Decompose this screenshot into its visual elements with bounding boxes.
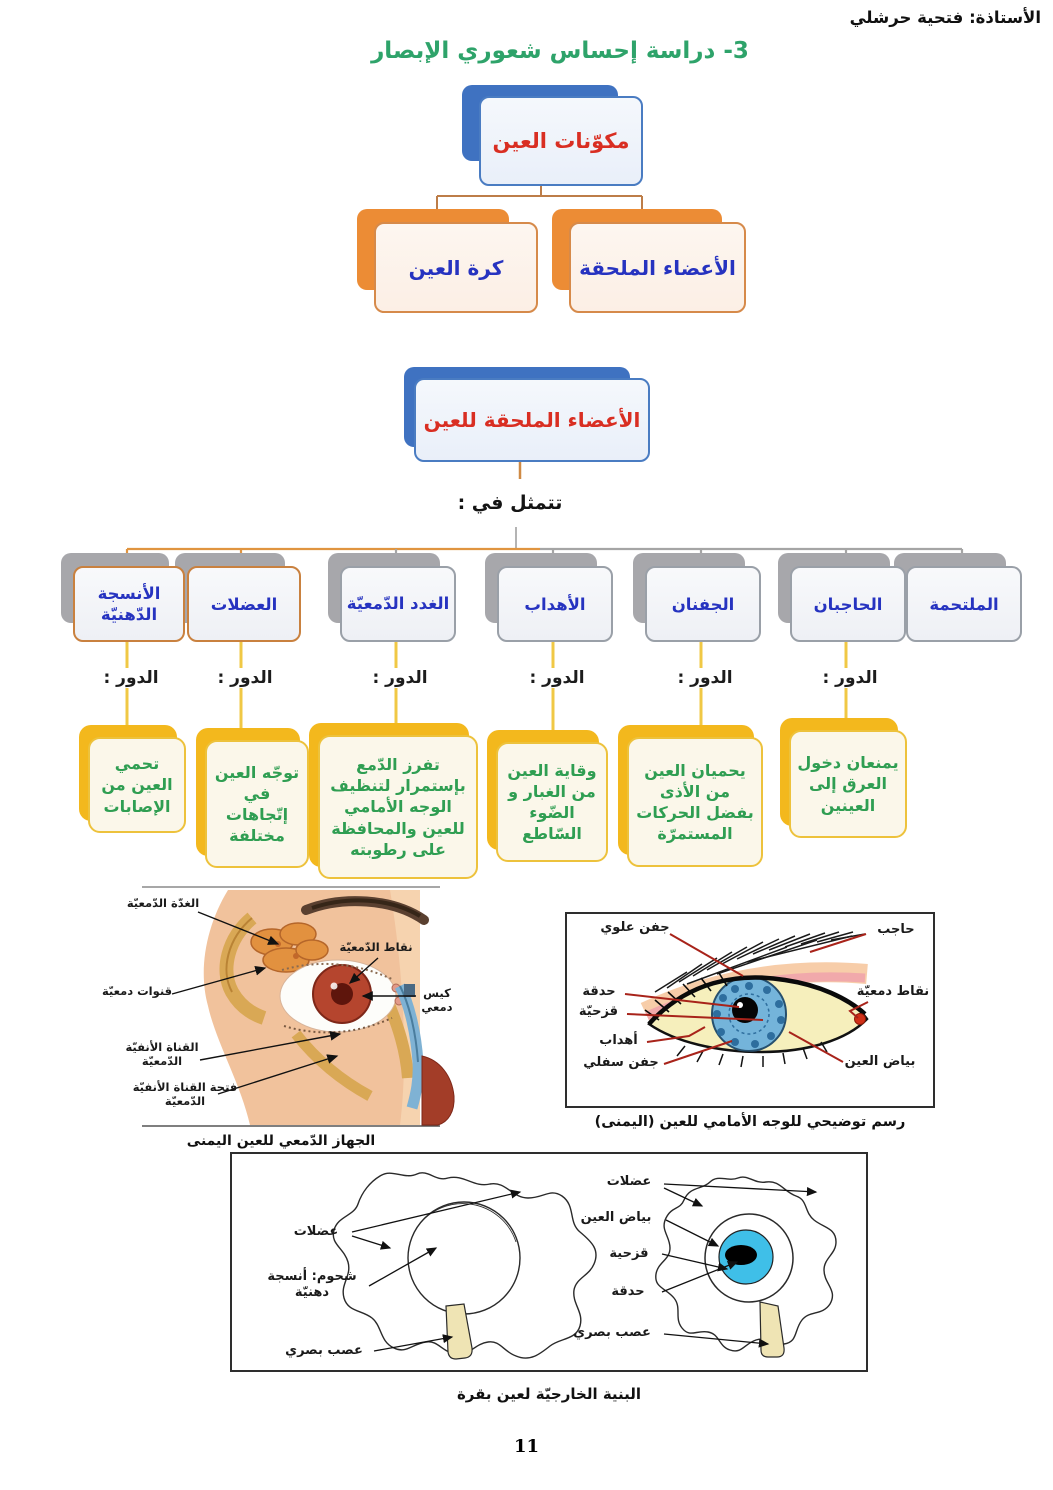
page-number: 11 [513,1436,540,1457]
caption-lacrimal: الجهاز الدّمعي للعين اليمنى [186,1133,376,1149]
label-tear-points: نقاط دمعيّة [856,984,930,999]
figure-front-eye [565,912,935,1108]
role-fatty-tissues: تحمي العين من الإصابات [88,737,186,833]
label-pupil-right: حدقة [611,1284,645,1299]
node-attached-organs-section: الأعضاء الملحقة للعين [414,378,650,462]
leaf-eyelashes: الأهداب [497,566,613,642]
label-lacrimal-gland: الغدّة الدّمعيّة [126,896,200,910]
label-lacrimal-sac: كيس دمعي [421,986,453,1015]
role-label: الدور : [204,668,286,688]
role-label: الدور : [809,668,891,688]
label-lower-eyelid: جفن سفلي [583,1055,659,1070]
leaf-fatty-tissues: الأنسجة الدّهنيّة [73,566,185,642]
role-eyelashes: وقاية العين من الغبار و الضّوء السّاطع [496,742,608,862]
figure-cow-eye [230,1152,868,1372]
label-fat-tissues: شحوم: أنسجة دهنيّة [267,1269,357,1301]
teacher-name: الأستاذة: فتحية حرشلي [849,8,1041,27]
label-iris-right: قزحية [609,1246,649,1261]
label-lacrimal-points: نقاط الدّمعيّة [339,940,413,954]
label-optic-nerve-left: عصب بصري [285,1343,363,1358]
label-tear-canals: قنوات دمعيّة [101,984,173,998]
role-label: الدور : [516,668,598,688]
label-optic-nerve-right: عصب بصري [573,1325,651,1340]
intro-text: تتمثل في : [457,492,563,514]
page-title: 3- دراسة إحساس شعوري الإبصار [371,38,749,64]
leaf-eyebrows: الحاجبان [790,566,906,642]
label-muscles-left: عضلات [293,1224,339,1239]
label-nasolacrimal-duct: القناة الأنفيّة الدّمعيّة [125,1040,199,1069]
node-eyeball: كرة العين [374,222,538,313]
leaf-eyelids: الجفنان [645,566,761,642]
role-label: الدور : [90,668,172,688]
label-upper-eyelid: جفن علوي [600,920,670,935]
caption-front-eye: رسم توضيحي للوجه الأمامي للعين (اليمنى) [594,1114,906,1130]
label-duct-opening: فتحة القناة الأنفيّة الدّمعيّة [132,1080,238,1109]
label-iris: قزحيّة [578,1004,619,1019]
leaf-muscles: العضلات [187,566,301,642]
cow-eye-illustration [232,1154,866,1370]
label-eye-white: بياض العين [844,1054,916,1069]
role-eyelids: يحميان العين من الأذى بفضل الحركات المستمرّة [627,737,763,867]
label-pupil: حدقة [582,984,616,999]
role-label: الدور : [664,668,746,688]
label-eyelashes: أهداب [599,1033,638,1048]
leaf-tear-glands: الغدد الدّمعيّة [340,566,456,642]
node-attached-organs: الأعضاء الملحقة [569,222,746,313]
role-eyebrows: يمنعان دخول العرق إلى العينين [789,730,907,838]
leaf-conjunctiva: الملتحمة [906,566,1022,642]
role-tear-glands: تفرز الدّمع بإستمرار لتنظيف الوجه الأمامي للعين والمحافظة على رطوبته [318,735,478,879]
role-muscles: توجّه العين في إتّجاهات مختلفة [205,740,309,868]
label-eye-white-right: بياض العين [580,1210,652,1225]
label-muscles-right: عضلات [606,1174,652,1189]
role-label: الدور : [359,668,441,688]
figure-lacrimal [100,884,462,1130]
node-eye-components: مكوّنات العين [479,96,643,186]
caption-cow-eye: البنية الخارجيّة لعين بقرة [456,1385,642,1403]
label-eyebrow: حاجب [877,922,915,937]
